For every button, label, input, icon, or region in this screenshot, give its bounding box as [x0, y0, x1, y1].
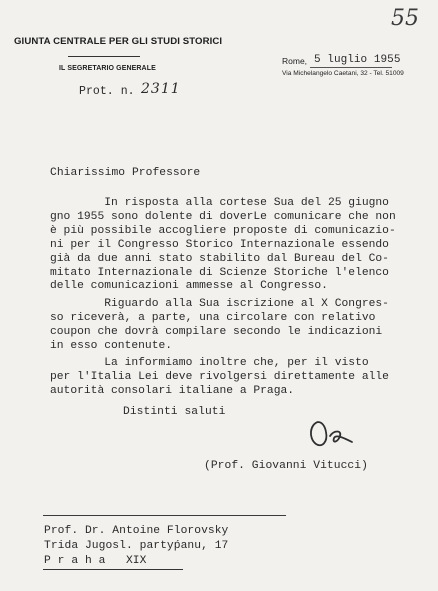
recipient-city: P r a h a XIX: [44, 555, 147, 567]
text-line: autorità consolari italiane a Praga.: [50, 384, 295, 397]
recipient-street: Trida Jugosl. partyṕanu, 17: [44, 540, 229, 552]
sender-address: Via Michelangelo Caetani, 32 - Tel. 51009: [282, 70, 404, 77]
protocol-number: 2311: [141, 81, 181, 97]
text-line: La informiamo inoltre che, per il visto: [50, 357, 369, 369]
letter-date: 5 luglio 1955: [314, 54, 401, 66]
text-line: In risposta alla cortese Sua del 25 giugno: [50, 197, 389, 209]
protocol-label: Prot. n.: [79, 85, 135, 98]
text-line: ni per il Congresso Storico Internazionale essendo: [50, 238, 389, 251]
text-line: già da due anni stato stabilito dal Bureau del Co-: [50, 252, 389, 265]
body-paragraph-1: [50, 197, 405, 294]
organization-name: GIUNTA CENTRALE PER GLI STUDI STORICI: [14, 36, 223, 47]
text-line: delle comunicazioni ammesse al Congresso.: [50, 280, 328, 293]
letterhead-divider: [68, 56, 140, 57]
date-city: Rome,: [282, 56, 308, 66]
text-line: mitato Internazionale di Scienze Storiche l'elenco: [50, 266, 389, 279]
recipient-name: Prof. Dr. Antoine Florovsky: [44, 525, 229, 537]
body-paragraph-3: [50, 357, 405, 399]
date-underline: [310, 67, 392, 68]
text-line: gno 1955 sono dolente di doverLe comunicare che non: [50, 210, 396, 223]
text-line: Riguardo alla Sua iscrizione al X Congres-: [50, 298, 389, 310]
text-line: in esso contenute.: [50, 339, 173, 352]
signatory-name: (Prof. Giovanni Vitucci): [204, 460, 368, 472]
closing: Distinti saluti: [123, 406, 226, 418]
text-line: per l'Italia Lei deve rivolgersi direttamente alle: [50, 370, 389, 383]
salutation: Chiarissimo Professore: [50, 167, 201, 179]
text-line: coupon che dovrà compilare secondo le indicazioni: [50, 325, 383, 338]
text-line: so riceverà, a parte, una circolare con relativo: [50, 311, 376, 324]
office-title: IL SEGRETARIO GENERALE: [59, 65, 156, 72]
body-paragraph-2: [50, 298, 405, 354]
page-number: 55: [391, 6, 419, 31]
recipient-top-rule: [43, 515, 286, 516]
handwritten-signature: [306, 416, 358, 452]
text-line: è più possibile accogliere proposte di comunicazio-: [50, 224, 396, 237]
recipient-city-underline: [43, 569, 183, 570]
